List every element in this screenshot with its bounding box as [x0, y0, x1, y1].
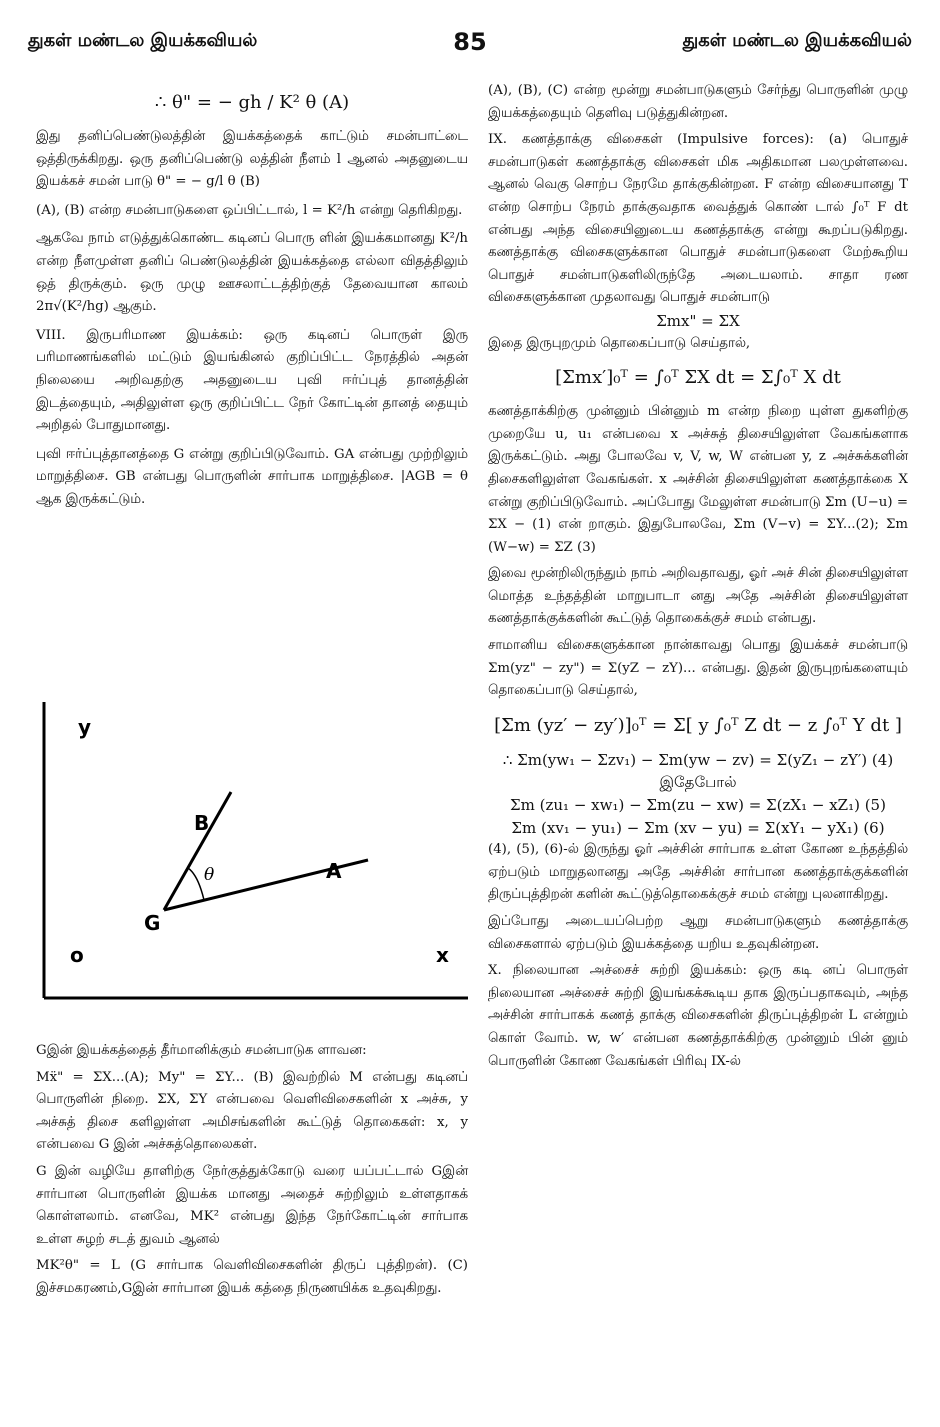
angle-label-theta: θ: [204, 865, 215, 885]
paragraph: IX. கணத்தாக்கு விசைகள் (Impulsive forces): (a) பொதுச் சமன்பாடுகள் கணத்தாக்கு விசைகள் மிக அதிகமான பலமுள்ளவை. ஆனல் வெகு சொற்ப நேரமே தாக்குகின்றன. F என்ற விசையானது T என்ற சொற்ப நேரம் தாக்குவதாக வைத்துக் கொண் டால் ∫₀ᵀ F dt என்பது அந்த விசையினுடைய கணத்தாக்கு என்று கூறப்படுகிறது. கணத்தாக்கு விசைகளுக்கான பொதுச் சமன்பாடுகளை மேற்கூறிய பொதுச் சமன்பாடுகளிலிருந்தே அடையலாம். சாதா ரண விசைகளுக்கான முதலாவது பொதுச் சமன்பாடு: [488, 132, 908, 306]
paragraph: கணத்தாக்கிற்கு முன்னும் பின்னும் m என்ற நிறை யுள்ள துகளிற்கு முறையே u, u₁ என்பவை x அச்சுத் திசையிலுள்ள வேகங்களாக இருக்கட்டும். அது போலவே v, V, w, W என்பன y, z அச்சுக்களின் திசைகளிலுள்ள வேகங்கள். x அச்சின் திசையிலுள்ள கணத்தாக்கை X என்று குறிப்பிடுவோம். அப்போது மேலுள்ள சமன்பாடு Σm (U−u) = ΣX − (1) என் றாகும். இதுபோலவே, Σm (V−v) = ΣY...(2); Σm (W−w) = ΣZ (3): [488, 404, 908, 555]
paragraph: MK²θ" = L (G சார்பாக வெளிவிசைகளின் திருப் புத்திறன்). (C) இச்சமகரணம்,Gஇன் சார்பான இயக் கத்தை நிருணயிக்க உதவுகிறது.: [36, 1258, 468, 1296]
paragraph: ஆகவே நாம் எடுத்துக்கொண்ட கடினப் பொரு ளின் இயக்கமானது K²/h என்ற நீளமுள்ள தனிப் பெண்டுலத்தின் இயக்கத்தை எல்லா விதத்திலும் ஒத் திருக்கும். ஒரு முழு ஊசலாட்டத்திற்குத் தேவையான காலம் 2π√(K²/hg) ஆகும்.: [36, 231, 468, 315]
page-number: 85: [453, 28, 487, 56]
paragraph: இப்போது அடையப்பெற்ற ஆறு சமன்பாடுகளும் கணத்தாக்கு விசைகளால் ஏற்படும் இயக்கத்தை யறிய உதவுகின்றன.: [488, 914, 908, 952]
point-label-a: A: [326, 859, 342, 883]
paragraph: X. நிலையான அச்சைச் சுற்றி இயக்கம்: ஒரு கடி னப் பொருள் நிலையான அச்சைச் சுற்றி இயங்கக்கூடிய தாக இருப்பதாகவும், அந்த அச்சின் சார்பாகக் கணத் தாக்கு விசைகளின் திருப்புத்திறன் L என்றும் கொள் வோம். w, w′ என்பன கணத்தாக்கிற்கு முன்னும் பின் னும் பொருளின் கோண வேகங்கள் பிரிவு IX-ல்: [488, 963, 908, 1069]
paragraph: இவை மூன்றிலிருந்தும் நாம் அறிவதாவது, ஓர் அச் சின் திசையிலுள்ள மொத்த உந்தத்தின் மாறுபாடா னது அதே அச்சின் திசையிலுள்ள கணத்தாக்குக்களின் கூட்டுத் தொகைக்குச் சமம் என்பது.: [488, 566, 908, 627]
equation: Σmx" = ΣX: [656, 311, 740, 330]
axis-label-y: y: [78, 715, 92, 739]
running-header-left: துகள் மண்டல இயக்கவியல்: [28, 30, 258, 51]
origin-label: o: [70, 943, 84, 967]
paragraph: புவி ஈர்ப்புத்தானத்தை G என்று குறிப்பிடுவோம். GA என்பது முற்றிலும் மாறுத்திசை. GB என்பது பொருளின் சார்பாக மாறுத்திசை. |AGB = θ ஆக இருக்கட்டும்.: [36, 446, 468, 507]
angle-diagram: [36, 700, 472, 1000]
paragraph: (4), (5), (6)-ல் இருந்து ஓர் அச்சின் சார்பாக உள்ள கோண உந்தத்தில் ஏற்படும் மாறுதலானது அதே அச்சின் சார்பான கணத்தாக்குக்களின் திருப்புத்திறன் களின் கூட்டுத்தொகைக்குச் சமம் என்று புலனாகிறது.: [488, 842, 908, 903]
equation: ∴ Σm(yw₁ − Σzv₁) − Σm(yw − zv) = Σ(yZ₁ − zY′) (4) இதேபோல்: [502, 750, 894, 792]
paragraph: இது தனிப்பெண்டுலத்தின் இயக்கத்தைக் காட்டும் சமன்பாட்டை ஒத்திருக்கிறது. ஒரு தனிப்பெண்டு லத்தின் நீளம் l ஆனல் அதனுடைய இயக்கச் சமன் பாடு θ" = − g/l θ (B): [36, 129, 468, 190]
point-label-b: B: [194, 811, 210, 835]
point-label-g: G: [144, 911, 161, 935]
paragraph: சாமானிய விசைகளுக்கான நான்காவது பொது இயக்கச் சமன்பாடு Σm(yz" − zy") = Σ(yZ − zY)... என்பது. இதன் இருபுறங்களையும் தொகைப்பாடு செய்தால்,: [488, 638, 908, 699]
equation: [Σmx′]₀ᵀ = ∫₀ᵀ ΣX dt = Σ∫₀ᵀ X dt: [555, 367, 841, 389]
paragraph: VIII. இருபரிமாண இயக்கம்: ஒரு கடினப் பொருள் இரு பரிமாணங்களில் மட்டும் இயங்கினல் குறிப்பிட்ட நேரத்தில் அதன் நிலையை அறிவதற்கு அதனுடைய புவி ஈர்ப்புத் தானத்தின் இடத்தையும், அதிலுள்ள ஒரு குறிப்பிட்ட நேர் கோட்டின் தானத் தையும் அறிதல் போதுமானது.: [36, 327, 468, 434]
running-header-right: துகள் மண்டல இயக்கவியல்: [682, 30, 912, 51]
right-column: [488, 80, 908, 1073]
lower-left-column: [36, 1040, 468, 1301]
paragraph: இதை இருபுறமும் தொகைப்பாடு செய்தால்,: [488, 335, 751, 351]
paragraph: (A), (B), (C) என்ற மூன்று சமன்பாடுகளும் சேர்ந்து பொருளின் முழு இயக்கத்தையும் தெளிவு படுத்துகின்றன.: [488, 83, 908, 121]
equation: Σm (zu₁ − xw₁) − Σm(zu − xw) = Σ(zX₁ − xZ₁) (5): [510, 796, 886, 815]
paragraph: Gஇன் இயக்கத்தைத் தீர்மானிக்கும் சமன்பாடுக ளாவன:: [36, 1043, 367, 1058]
equation: Σm (xv₁ − yu₁) − Σm (xv − yu) = Σ(xY₁ − yX₁) (6): [511, 818, 885, 837]
paragraph: G இன் வழியே தாளிற்கு நேர்குத்துக்கோடு வரை யப்பட்டால் Gஇன் சார்பான பொருளின் இயக்க மானது அதைச் சுற்றிலும் உள்ளதாகக் கொள்ளலாம். எனவே, MK² என்பது இந்த நேர்கோட்டின் சார்பாக உள்ள சுழற் சடத் துவம் ஆனல்: [36, 1163, 468, 1247]
equation-a: ∴ θ" = − gh / K² θ (A): [154, 92, 350, 113]
left-column: [36, 80, 468, 512]
axis-label-x: x: [436, 943, 449, 967]
equation: [Σm (yz′ − zy′)]₀ᵀ = Σ[ y ∫₀ᵀ Z dt − z ∫₀ᵀ Y dt ]: [494, 714, 902, 736]
paragraph: (A), (B) என்ற சமன்பாடுகளை ஒப்பிட்டால், l = K²/h என்று தெரிகிறது.: [36, 202, 463, 218]
paragraph: Mẍ" = ΣX...(A); My" = ΣY... (B) இவற்றில் M என்பது கடினப் பொருளின் நிறை. ΣX, ΣY என்பவை வெளிவிசைகளின் x அச்சு, y அச்சுத் திசை களிலுள்ள அமிசங்களின் கூட்டுத் தொகைகள்: x, y என்பவை G இன் அச்சுத்தொலைகள்.: [36, 1069, 468, 1153]
